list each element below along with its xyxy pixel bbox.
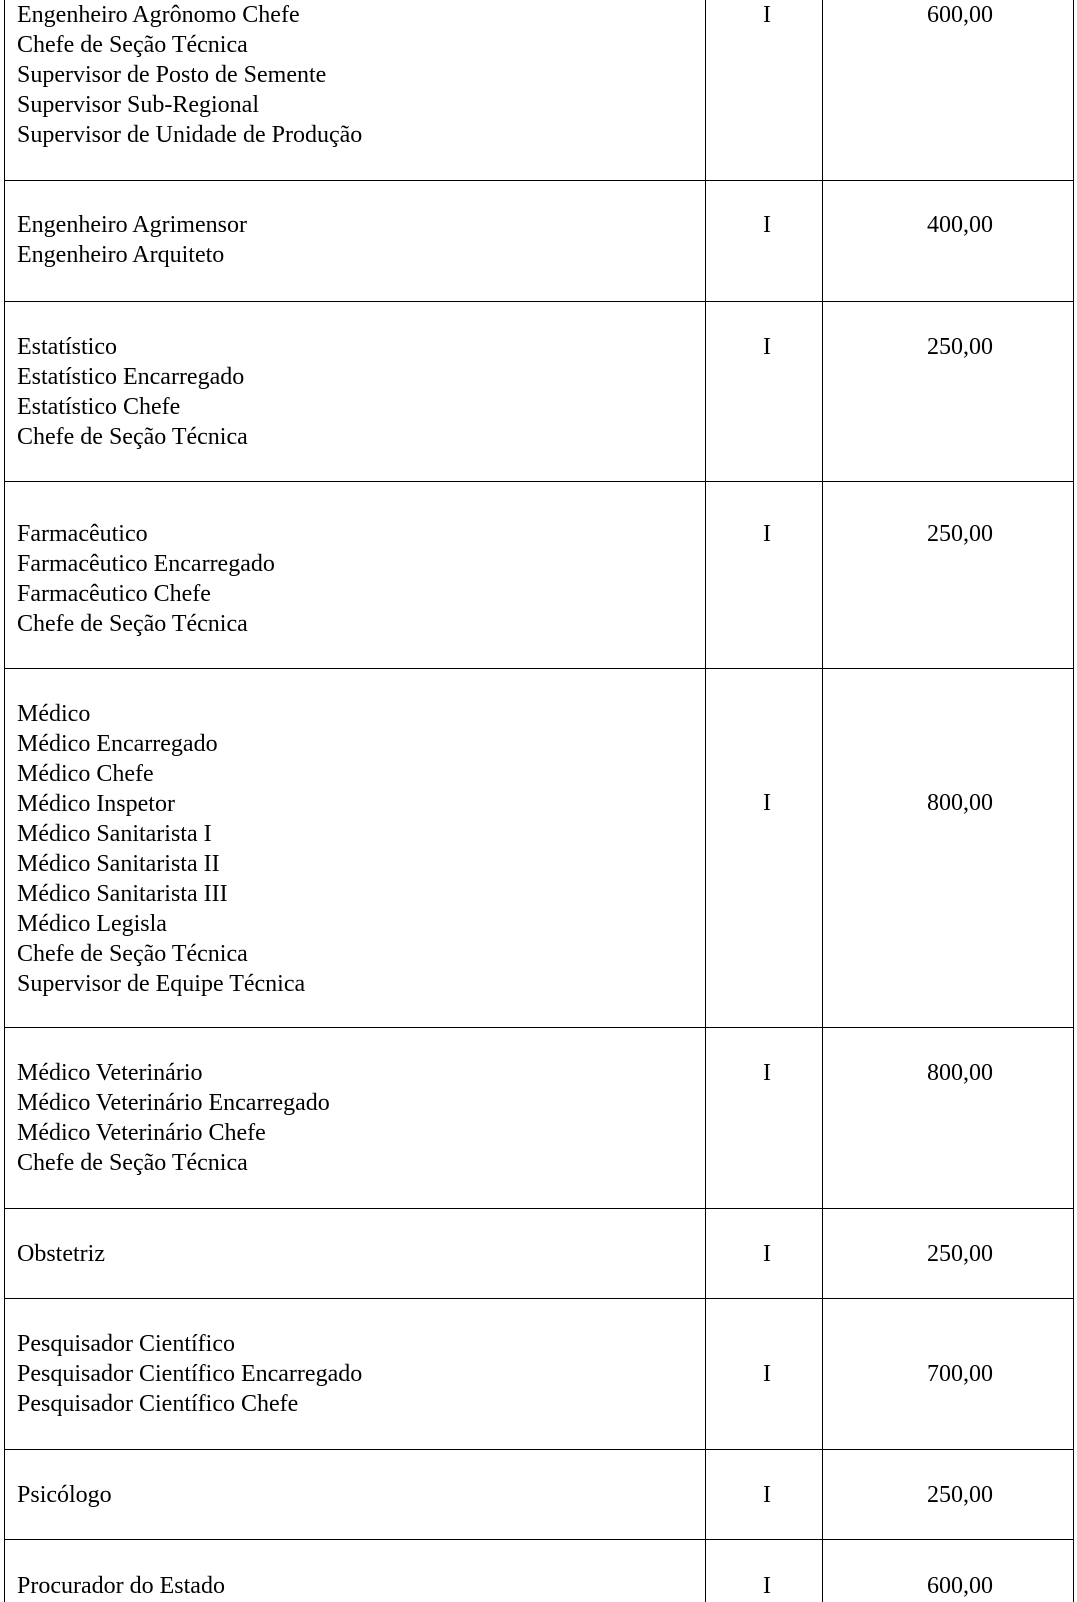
job-title: Pesquisador Científico Chefe	[17, 1391, 299, 1417]
row-divider	[4, 481, 1074, 482]
job-title: Supervisor Sub-Regional	[17, 92, 259, 118]
value-cell: 800,00	[927, 790, 993, 816]
job-title: Obstetriz	[17, 1241, 105, 1267]
value-cell: 250,00	[927, 1241, 993, 1267]
value-cell: 700,00	[927, 1361, 993, 1387]
value-cell: 400,00	[927, 212, 993, 238]
job-title: Médico	[17, 701, 91, 727]
job-title: Chefe de Seção Técnica	[17, 611, 248, 637]
level-cell: I	[763, 521, 771, 547]
level-cell: I	[763, 2, 771, 28]
row-divider	[4, 1449, 1074, 1450]
value-cell: 600,00	[927, 1573, 993, 1599]
job-title: Estatístico Encarregado	[17, 364, 245, 390]
row-divider	[4, 1027, 1074, 1028]
level-cell: I	[763, 790, 771, 816]
job-title: Engenheiro Agrimensor	[17, 212, 247, 238]
table-border-right	[1073, 0, 1074, 1602]
job-title: Farmacêutico Chefe	[17, 581, 211, 607]
row-divider	[4, 301, 1074, 302]
level-cell: I	[763, 1241, 771, 1267]
column-divider-level	[705, 0, 706, 1602]
job-title: Psicólogo	[17, 1482, 112, 1508]
job-title: Engenheiro Agrônomo Chefe	[17, 2, 300, 28]
row-divider	[4, 1539, 1074, 1540]
value-cell: 250,00	[927, 1482, 993, 1508]
table-row-titles	[17, 332, 248, 452]
value-cell: 250,00	[927, 334, 993, 360]
job-title: Supervisor de Unidade de Produção	[17, 122, 363, 148]
job-title: Pesquisador Científico	[17, 1331, 235, 1357]
job-title: Estatístico	[17, 334, 117, 360]
job-title: Médico Inspetor	[17, 791, 175, 817]
level-cell: I	[763, 1573, 771, 1599]
job-title: Chefe de Seção Técnica	[17, 424, 248, 450]
table-row-titles	[17, 699, 305, 999]
level-cell: I	[763, 1060, 771, 1086]
value-cell: 800,00	[927, 1060, 993, 1086]
table-row-titles	[17, 1058, 330, 1178]
level-cell: I	[763, 334, 771, 360]
row-divider	[4, 1208, 1074, 1209]
row-divider	[4, 1298, 1074, 1299]
job-title: Chefe de Seção Técnica	[17, 941, 248, 967]
job-title: Chefe de Seção Técnica	[17, 32, 248, 58]
job-title: Farmacêutico Encarregado	[17, 551, 275, 577]
job-title: Médico Veterinário	[17, 1060, 203, 1086]
level-cell: I	[763, 1482, 771, 1508]
job-title: Engenheiro Arquiteto	[17, 242, 225, 268]
job-title: Médico Encarregado	[17, 731, 218, 757]
job-title: Médico Sanitarista III	[17, 881, 228, 907]
job-title: Farmacêutico	[17, 521, 148, 547]
job-title: Médico Veterinário Chefe	[17, 1120, 266, 1146]
job-title: Supervisor de Equipe Técnica	[17, 971, 306, 997]
job-title: Estatístico Chefe	[17, 394, 181, 420]
job-title: Chefe de Seção Técnica	[17, 1150, 248, 1176]
table-row-titles	[17, 1571, 225, 1601]
value-cell: 250,00	[927, 521, 993, 547]
table-row-titles	[17, 519, 275, 639]
table-row-titles	[17, 1329, 362, 1419]
job-title: Pesquisador Científico Encarregado	[17, 1361, 363, 1387]
job-title: Médico Chefe	[17, 761, 154, 787]
job-title: Médico Sanitarista I	[17, 821, 212, 847]
table-row-titles	[17, 0, 362, 150]
table-row-titles	[17, 1239, 105, 1269]
job-title: Médico Veterinário Encarregado	[17, 1090, 330, 1116]
column-divider-value	[822, 0, 823, 1602]
job-title: Médico Sanitarista II	[17, 851, 220, 877]
job-title: Procurador do Estado	[17, 1573, 225, 1599]
row-divider	[4, 668, 1074, 669]
job-title: Supervisor de Posto de Semente	[17, 62, 327, 88]
level-cell: I	[763, 212, 771, 238]
table-border-left	[4, 0, 5, 1602]
table-row-titles	[17, 1480, 112, 1510]
job-title: Médico Legisla	[17, 911, 167, 937]
table-row-titles	[17, 210, 247, 270]
value-cell: 600,00	[927, 2, 993, 28]
row-divider	[4, 180, 1074, 181]
level-cell: I	[763, 1361, 771, 1387]
